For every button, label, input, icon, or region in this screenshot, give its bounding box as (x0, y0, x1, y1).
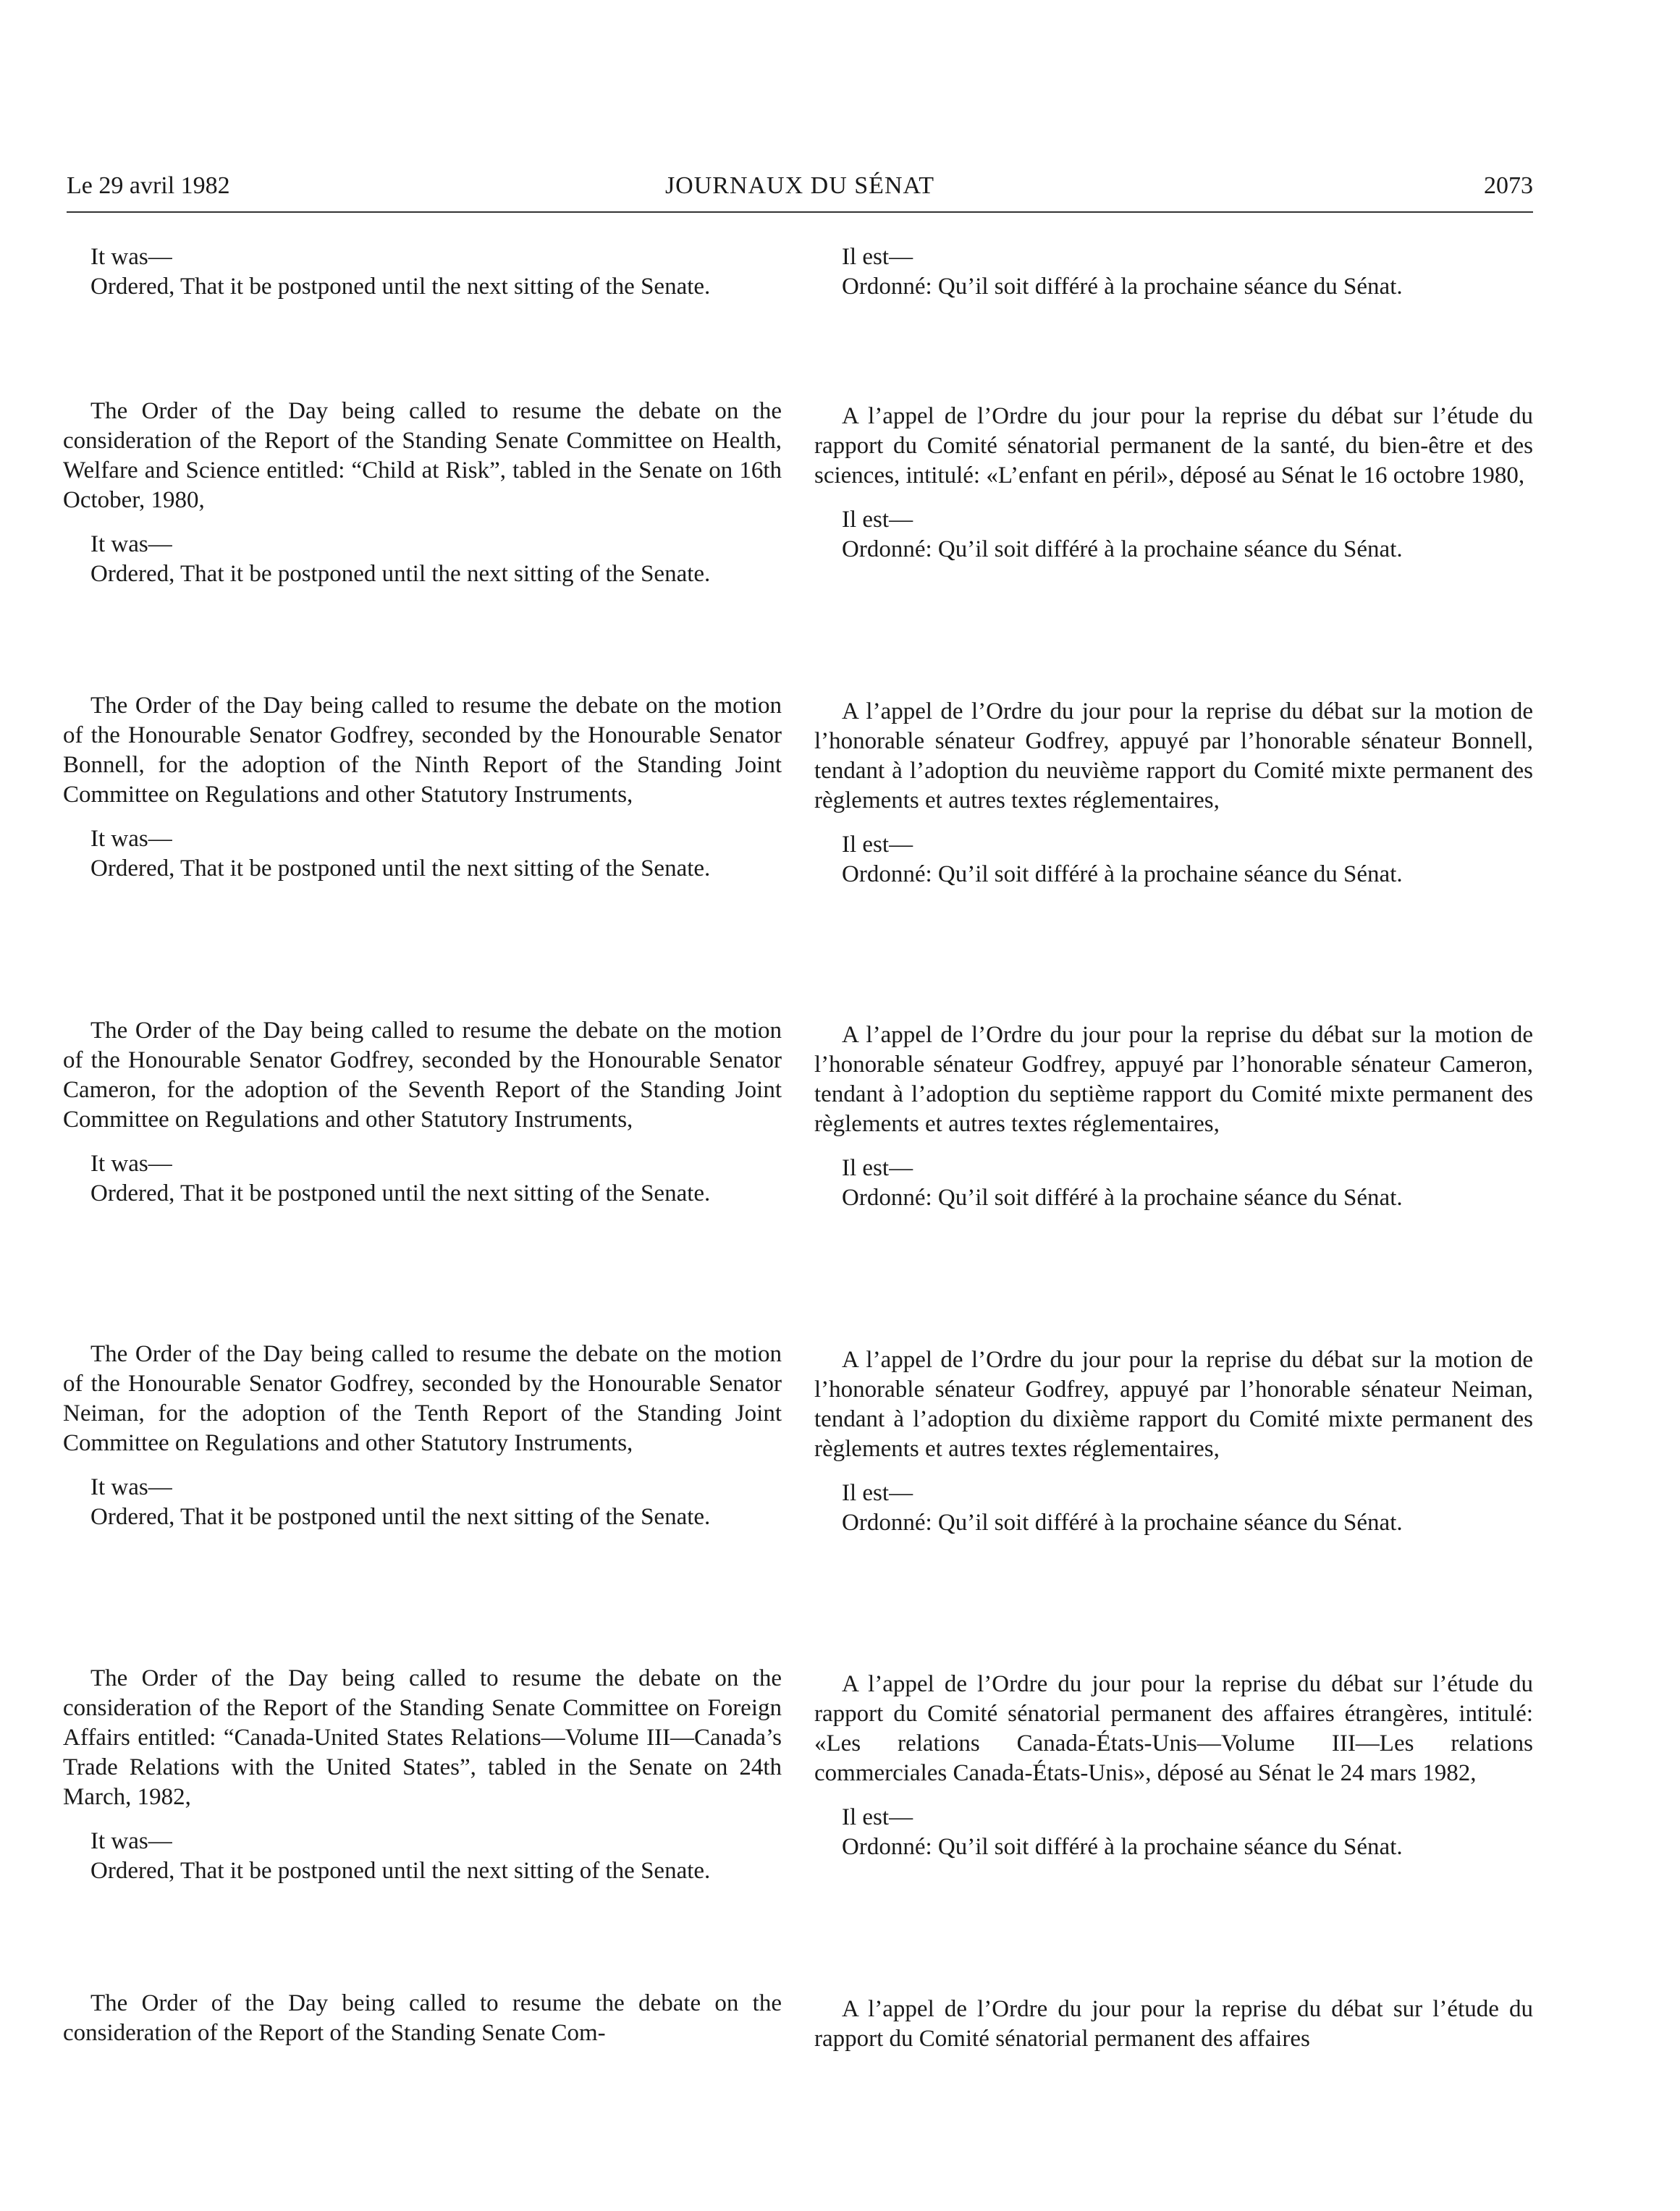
ordonne-line: Ordonné: Qu’il soit différé à la prochaine séance du Sénat. (842, 274, 1403, 300)
ordonne-line: Ordonné: Qu’il soit différé à la prochaine séance du Sénat. (842, 861, 1403, 887)
english-entry-5 (63, 1664, 782, 1886)
it-was-line: It was— (90, 826, 172, 852)
ordered-line: Ordered, That it be postponed until the next sitting of the Senate. (90, 855, 711, 882)
it-was-line: It was— (90, 1151, 172, 1177)
ordonne-line: Ordonné: Qu’il soit différé à la prochaine séance du Sénat. (842, 536, 1403, 562)
ordered-line: Ordered, That it be postponed until the next sitting of the Senate. (90, 274, 711, 300)
il-est-line: Il est— (842, 832, 913, 858)
header-date: Le 29 avril 1982 (67, 172, 230, 199)
il-est-line: Il est— (842, 1155, 913, 1181)
english-entry-0 (63, 242, 782, 302)
french-entry-0 (814, 242, 1533, 302)
it-was-line: It was— (90, 1828, 172, 1854)
it-was-line: It was— (90, 531, 172, 557)
ordered-line: Ordered, That it be postponed until the next sitting of the Senate. (90, 1858, 711, 1884)
english-entry-1 (63, 397, 782, 589)
ordonne-line: Ordonné: Qu’il soit différé à la prochaine séance du Sénat. (842, 1834, 1403, 1860)
it-was-line: It was— (90, 244, 172, 270)
il-est-line: Il est— (842, 507, 913, 533)
english-entry-4 (63, 1340, 782, 1532)
french-entry-1 (814, 402, 1533, 565)
order-intro: The Order of the Day being called to resume the debate on the consideration of the Report of the Standing Senate Committee on Health, Welfare and Science entitled: “Child at Risk”, tabled in the Senate on 16th October, 1980, (63, 398, 782, 513)
page-number: 2073 (1484, 172, 1533, 199)
order-intro: A l’appel de l’Ordre du jour pour la reprise du débat sur l’étude du rapport du Comité sénatorial permanent de la santé, du bien-être et des sciences, intitulé: «L’enfant en péril», déposé au Sénat le 16 octobre 1980, (814, 403, 1533, 489)
it-was-line: It was— (90, 1474, 172, 1500)
english-entry-3 (63, 1016, 782, 1209)
order-intro: The Order of the Day being called to resume the debate on the consideration of the Report of the Standing Senate Committee on Foreign Affairs entitled: “Canada-United States Relations—Volume III—Canada’s Trade Relations with the United States”, tabled in the Senate on 24th March, 1982, (63, 1665, 782, 1810)
order-intro: The Order of the Day being called to resume the debate on the motion of the Honourable Senator Godfrey, seconded by the Honourable Senator Bonnell, for the adoption of the Ninth Report of the Standing Joint Committee on Regulations and other Statutory Instruments, (63, 693, 782, 808)
order-intro: The Order of the Day being called to resume the debate on the motion of the Honourable Senator Godfrey, seconded by the Honourable Senator Neiman, for the adoption of the Tenth Report of the Standing Joint Committee on Regulations and other Statutory Instruments, (63, 1341, 782, 1456)
french-entry-4 (814, 1345, 1533, 1538)
page-header (67, 168, 1533, 213)
order-intro: A l’appel de l’Ordre du jour pour la reprise du débat sur la motion de l’honorable sénateur Godfrey, appuyé par l’honorable sénateur Bonnell, tendant à l’adoption du neuvième rapport du Comité mixte permanent des règlements et autres textes réglementaires, (814, 698, 1533, 813)
order-intro: A l’appel de l’Ordre du jour pour la reprise du débat sur l’étude du rapport du Comité sénatorial permanent des affaires (814, 1996, 1533, 2052)
english-entry-6 (63, 1989, 782, 2063)
order-intro: A l’appel de l’Ordre du jour pour la reprise du débat sur la motion de l’honorable sénateur Godfrey, appuyé par l’honorable sénateur Cameron, tendant à l’adoption du septième rapport du Comité mixte permanent des règlements et autres textes réglementaires, (814, 1022, 1533, 1137)
ordonne-line: Ordonné: Qu’il soit différé à la prochaine séance du Sénat. (842, 1510, 1403, 1536)
french-entry-6 (814, 1995, 1533, 2068)
ordered-line: Ordered, That it be postponed until the next sitting of the Senate. (90, 1504, 711, 1530)
order-intro: A l’appel de l’Ordre du jour pour la reprise du débat sur la motion de l’honorable sénateur Godfrey, appuyé par l’honorable sénateur Neiman, tendant à l’adoption du dixième rapport du Comité mixte permanent des règlements et autres textes réglementaires, (814, 1347, 1533, 1462)
ordered-line: Ordered, That it be postponed until the next sitting of the Senate. (90, 561, 711, 587)
french-entry-3 (814, 1020, 1533, 1213)
french-entry-5 (814, 1670, 1533, 1862)
order-intro: The Order of the Day being called to resume the debate on the consideration of the Report of the Standing Senate Com- (63, 1990, 782, 2046)
order-intro: The Order of the Day being called to resume the debate on the motion of the Honourable Senator Godfrey, seconded by the Honourable Senator Cameron, for the adoption of the Seventh Report of the Standing Joint Committee on Regulations and other Statutory Instruments, (63, 1018, 782, 1133)
il-est-line: Il est— (842, 1480, 913, 1506)
ordonne-line: Ordonné: Qu’il soit différé à la prochaine séance du Sénat. (842, 1185, 1403, 1211)
english-entry-2 (63, 691, 782, 884)
ordered-line: Ordered, That it be postponed until the next sitting of the Senate. (90, 1180, 711, 1206)
il-est-line: Il est— (842, 244, 913, 270)
header-title: JOURNAUX DU SÉNAT (664, 172, 935, 199)
order-intro: A l’appel de l’Ordre du jour pour la reprise du débat sur l’étude du rapport du Comité sénatorial permanent des affaires étrangères, intitulé: «Les relations Canada-États-Unis—Volume III—Les relations commerciales Canada-États-Unis», déposé au Sénat le 24 mars 1982, (814, 1671, 1533, 1786)
il-est-line: Il est— (842, 1804, 913, 1830)
french-entry-2 (814, 697, 1533, 889)
